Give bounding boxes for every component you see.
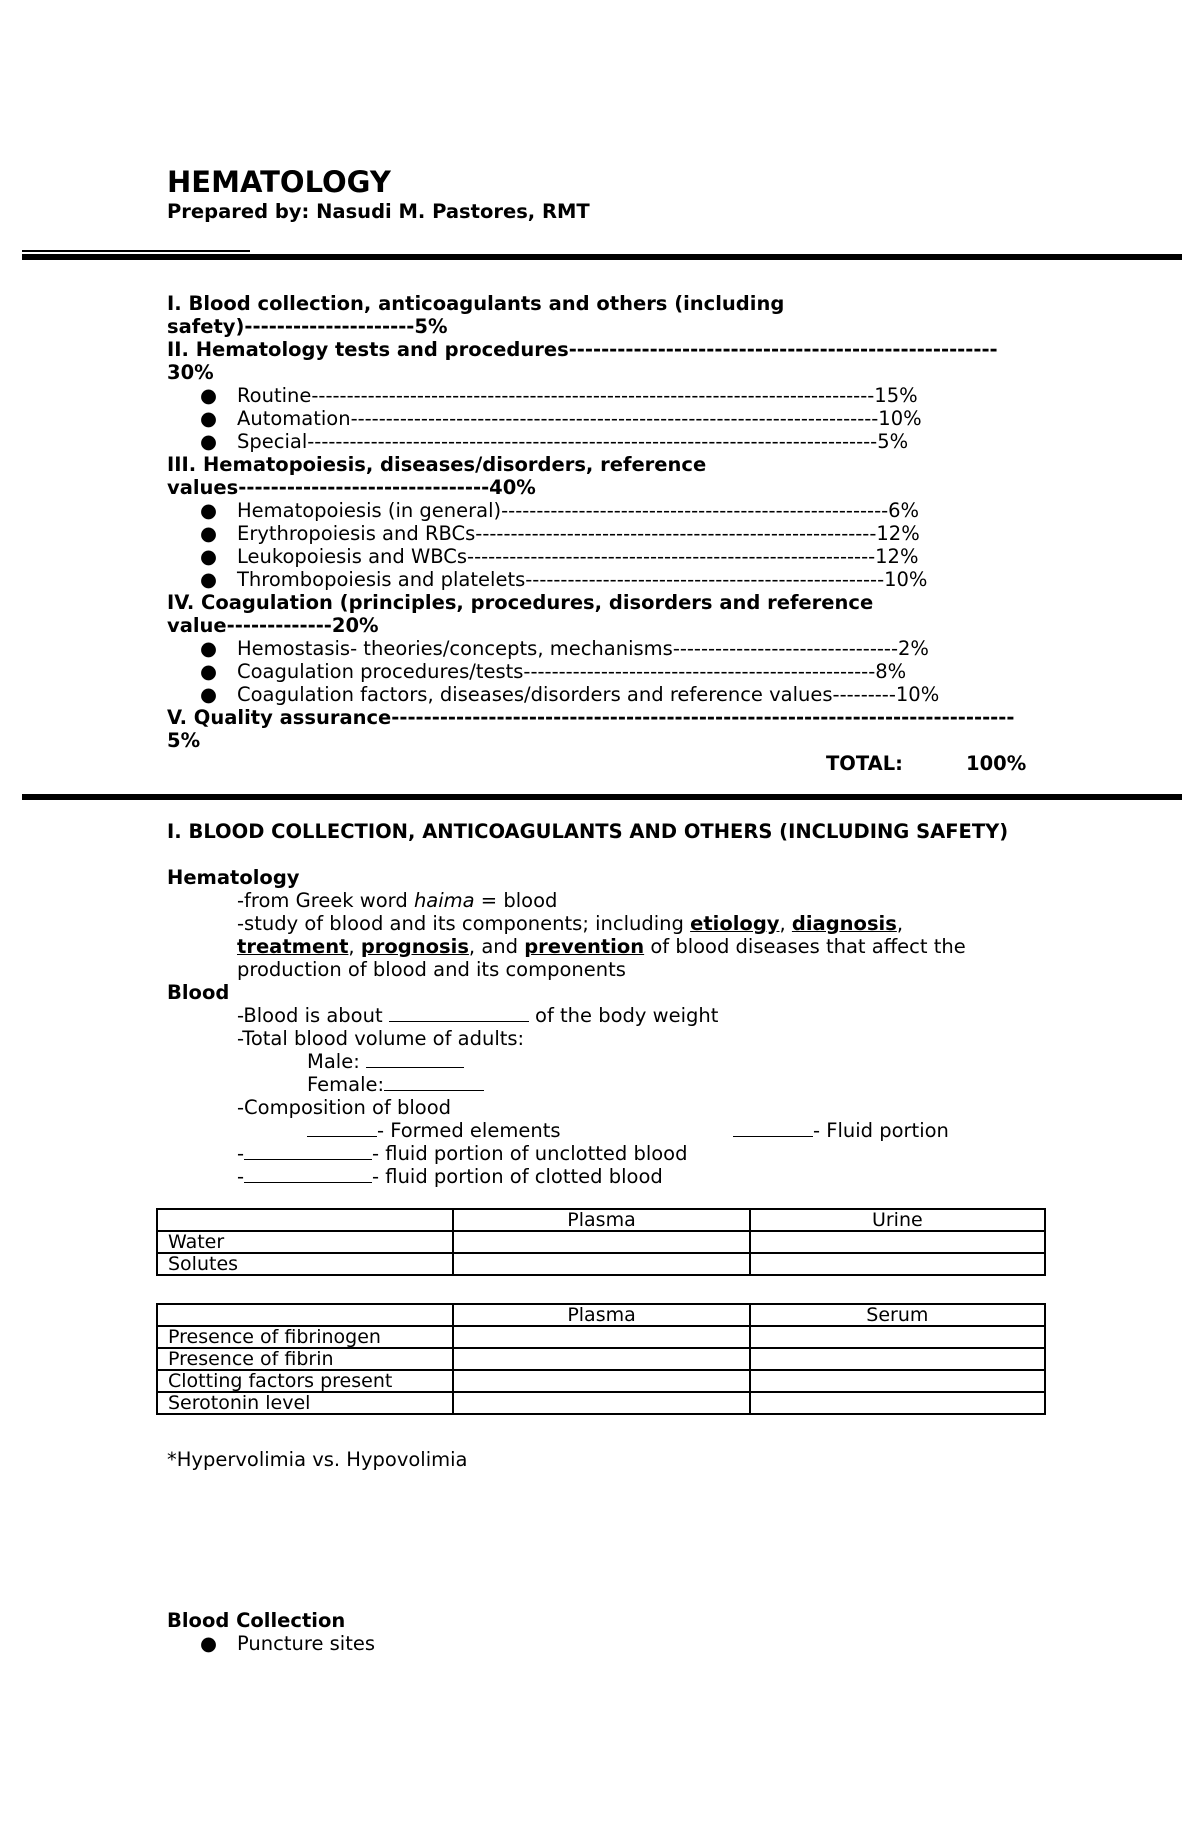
- table-cell[interactable]: [750, 1253, 1045, 1275]
- table-row-label: Clotting factors present: [157, 1370, 453, 1392]
- blood-heading: Blood: [167, 981, 230, 1004]
- blood-volume-line: -Total blood volume of adults:: [237, 1027, 525, 1050]
- table-header-row: [157, 1304, 1045, 1326]
- fill-in-blank[interactable]: [244, 1165, 372, 1183]
- bullet-icon: ●: [200, 522, 218, 545]
- outline-section-2-line-2: 30%: [167, 361, 214, 384]
- bullet-icon: ●: [200, 568, 218, 591]
- table-row: [157, 1231, 1045, 1253]
- table-cell[interactable]: [453, 1370, 749, 1392]
- greek-origin-line: [237, 889, 557, 912]
- table-cell[interactable]: [750, 1231, 1045, 1253]
- text-span: Female:: [307, 1073, 385, 1096]
- divider-short: [22, 250, 250, 252]
- outline-section-1-line-2: safety)---------------------5%: [167, 315, 448, 338]
- table-header-cell: [157, 1304, 453, 1326]
- text-span: -Blood is about: [237, 1004, 389, 1027]
- outline-item: Thrombopoiesis and platelets---------------------------------------------------10%: [237, 568, 928, 591]
- bullet-icon: ●: [200, 430, 218, 453]
- plasma-urine-table: [156, 1208, 1046, 1276]
- table-cell[interactable]: [750, 1392, 1045, 1414]
- study-line-1: [237, 912, 903, 935]
- hypervolemia-note: *Hypervolimia vs. Hypovolimia: [167, 1448, 468, 1471]
- text-span: -: [237, 1142, 245, 1165]
- table-header-cell: [157, 1209, 453, 1231]
- text-span: - Formed elements: [377, 1119, 561, 1142]
- outline-section-3-line-1: III. Hematopoiesis, diseases/disorders, reference: [167, 453, 707, 476]
- table-row-label: Serotonin level: [157, 1392, 453, 1414]
- text-span: -from Greek word: [237, 889, 414, 912]
- clotted-line: [237, 1165, 663, 1188]
- outline-item: Leukopoiesis and WBCs----------------------------------------------------------12%: [237, 545, 919, 568]
- bullet-icon: ●: [200, 545, 218, 568]
- table-cell[interactable]: [453, 1253, 749, 1275]
- unclotted-line: [237, 1142, 687, 1165]
- fill-in-blank[interactable]: [389, 1004, 529, 1022]
- text-span: of the body weight: [528, 1004, 719, 1027]
- table-header-cell: Serum: [750, 1304, 1045, 1326]
- formed-elements-line: [307, 1119, 561, 1142]
- text-span: = blood: [474, 889, 558, 912]
- divider-middle: [22, 794, 1182, 800]
- text-span: , and: [468, 935, 525, 958]
- fill-in-blank[interactable]: [733, 1119, 813, 1137]
- outline-section-2-line-1: II. Hematology tests and procedures-----------------------------------------------------: [167, 338, 998, 361]
- text-span: -study of blood and its components; including: [237, 912, 691, 935]
- table-row-label: Presence of fibrin: [157, 1348, 453, 1370]
- keyword-prognosis: prognosis: [360, 935, 469, 958]
- blood-collection-heading: Blood Collection: [167, 1609, 346, 1632]
- outline-item: Coagulation factors, diseases/disorders and reference values---------10%: [237, 683, 940, 706]
- page-title: HEMATOLOGY: [167, 165, 391, 199]
- fill-in-blank[interactable]: [384, 1073, 484, 1091]
- bullet-icon: ●: [200, 683, 218, 706]
- outline-section-5-line-2: 5%: [167, 729, 201, 752]
- text-span: - fluid portion of unclotted blood: [372, 1142, 688, 1165]
- outline-section-1-line-1: I. Blood collection, anticoagulants and others (including: [167, 292, 785, 315]
- divider-top: [22, 254, 1182, 260]
- female-line: [307, 1073, 484, 1096]
- greek-word: haima: [413, 889, 475, 912]
- section-heading: I. BLOOD COLLECTION, ANTICOAGULANTS AND OTHERS (INCLUDING SAFETY): [167, 820, 1009, 843]
- table-header-cell: Plasma: [453, 1209, 749, 1231]
- text-span: ,: [896, 912, 904, 935]
- composition-line: -Composition of blood: [237, 1096, 452, 1119]
- keyword-prevention: prevention: [524, 935, 645, 958]
- table-header-row: [157, 1209, 1045, 1231]
- table-row: [157, 1370, 1045, 1392]
- total-value: 100%: [966, 752, 1027, 775]
- bullet-icon: ●: [200, 637, 218, 660]
- text-span: - Fluid portion: [813, 1119, 949, 1142]
- total-label: TOTAL:: [826, 752, 903, 775]
- table-cell[interactable]: [453, 1231, 749, 1253]
- table-row-label: Solutes: [157, 1253, 453, 1275]
- outline-item: Hemostasis- theories/concepts, mechanisms--------------------------------2%: [237, 637, 929, 660]
- table-row-label: Presence of fibrinogen: [157, 1326, 453, 1348]
- plasma-serum-table: [156, 1303, 1046, 1415]
- table-row: [157, 1392, 1045, 1414]
- text-span: Male:: [307, 1050, 366, 1073]
- table-cell[interactable]: [453, 1348, 749, 1370]
- table-header-cell: Plasma: [453, 1304, 749, 1326]
- text-span: -: [237, 1165, 245, 1188]
- outline-item: Erythropoiesis and RBCs---------------------------------------------------------12%: [237, 522, 920, 545]
- outline-section-3-line-2: values-------------------------------40%: [167, 476, 536, 499]
- outline-item: Automation---------------------------------------------------------------------------10%: [237, 407, 922, 430]
- bullet-icon: ●: [200, 384, 218, 407]
- outline-section-4-line-2: value-------------20%: [167, 614, 379, 637]
- table-row: [157, 1348, 1045, 1370]
- study-line-2: [237, 935, 966, 958]
- bullet-icon: ●: [200, 1632, 218, 1655]
- text-span: ,: [348, 935, 361, 958]
- hematology-heading: Hematology: [167, 866, 300, 889]
- list-item: Puncture sites: [237, 1632, 376, 1655]
- table-row: [157, 1326, 1045, 1348]
- bullet-icon: ●: [200, 407, 218, 430]
- outline-item: Coagulation procedures/tests--------------------------------------------------8%: [237, 660, 907, 683]
- text-span: - fluid portion of clotted blood: [372, 1165, 663, 1188]
- fill-in-blank[interactable]: [244, 1142, 372, 1160]
- table-cell[interactable]: [453, 1392, 749, 1414]
- outline-item: Hematopoiesis (in general)-------------------------------------------------------6%: [237, 499, 920, 522]
- table-header-cell: Urine: [750, 1209, 1045, 1231]
- table-cell[interactable]: [750, 1370, 1045, 1392]
- table-cell[interactable]: [453, 1326, 749, 1348]
- study-line-3: production of blood and its components: [237, 958, 626, 981]
- text-span: ,: [779, 912, 792, 935]
- fill-in-blank[interactable]: [307, 1119, 377, 1137]
- blood-weight-line: [237, 1004, 718, 1027]
- outline-item: Special---------------------------------------------------------------------------------5%: [237, 430, 909, 453]
- keyword-diagnosis: diagnosis: [791, 912, 897, 935]
- text-span: of blood diseases that affect the: [644, 935, 966, 958]
- bullet-icon: ●: [200, 499, 218, 522]
- fluid-portion-line: [733, 1119, 949, 1142]
- table-cell[interactable]: [750, 1348, 1045, 1370]
- fill-in-blank[interactable]: [366, 1050, 464, 1068]
- table-row: [157, 1253, 1045, 1275]
- table-row-label: Water: [157, 1231, 453, 1253]
- keyword-treatment: treatment: [237, 935, 349, 958]
- keyword-etiology: etiology: [690, 912, 780, 935]
- prepared-by: Prepared by: Nasudi M. Pastores, RMT: [167, 200, 590, 223]
- outline-section-5-line-1: V. Quality assurance-----------------------------------------------------------------------------: [167, 706, 1015, 729]
- outline-section-4-line-1: IV. Coagulation (principles, procedures, disorders and reference: [167, 591, 874, 614]
- table-cell[interactable]: [750, 1326, 1045, 1348]
- outline-item: Routine--------------------------------------------------------------------------------15%: [237, 384, 918, 407]
- bullet-icon: ●: [200, 660, 218, 683]
- male-line: [307, 1050, 464, 1073]
